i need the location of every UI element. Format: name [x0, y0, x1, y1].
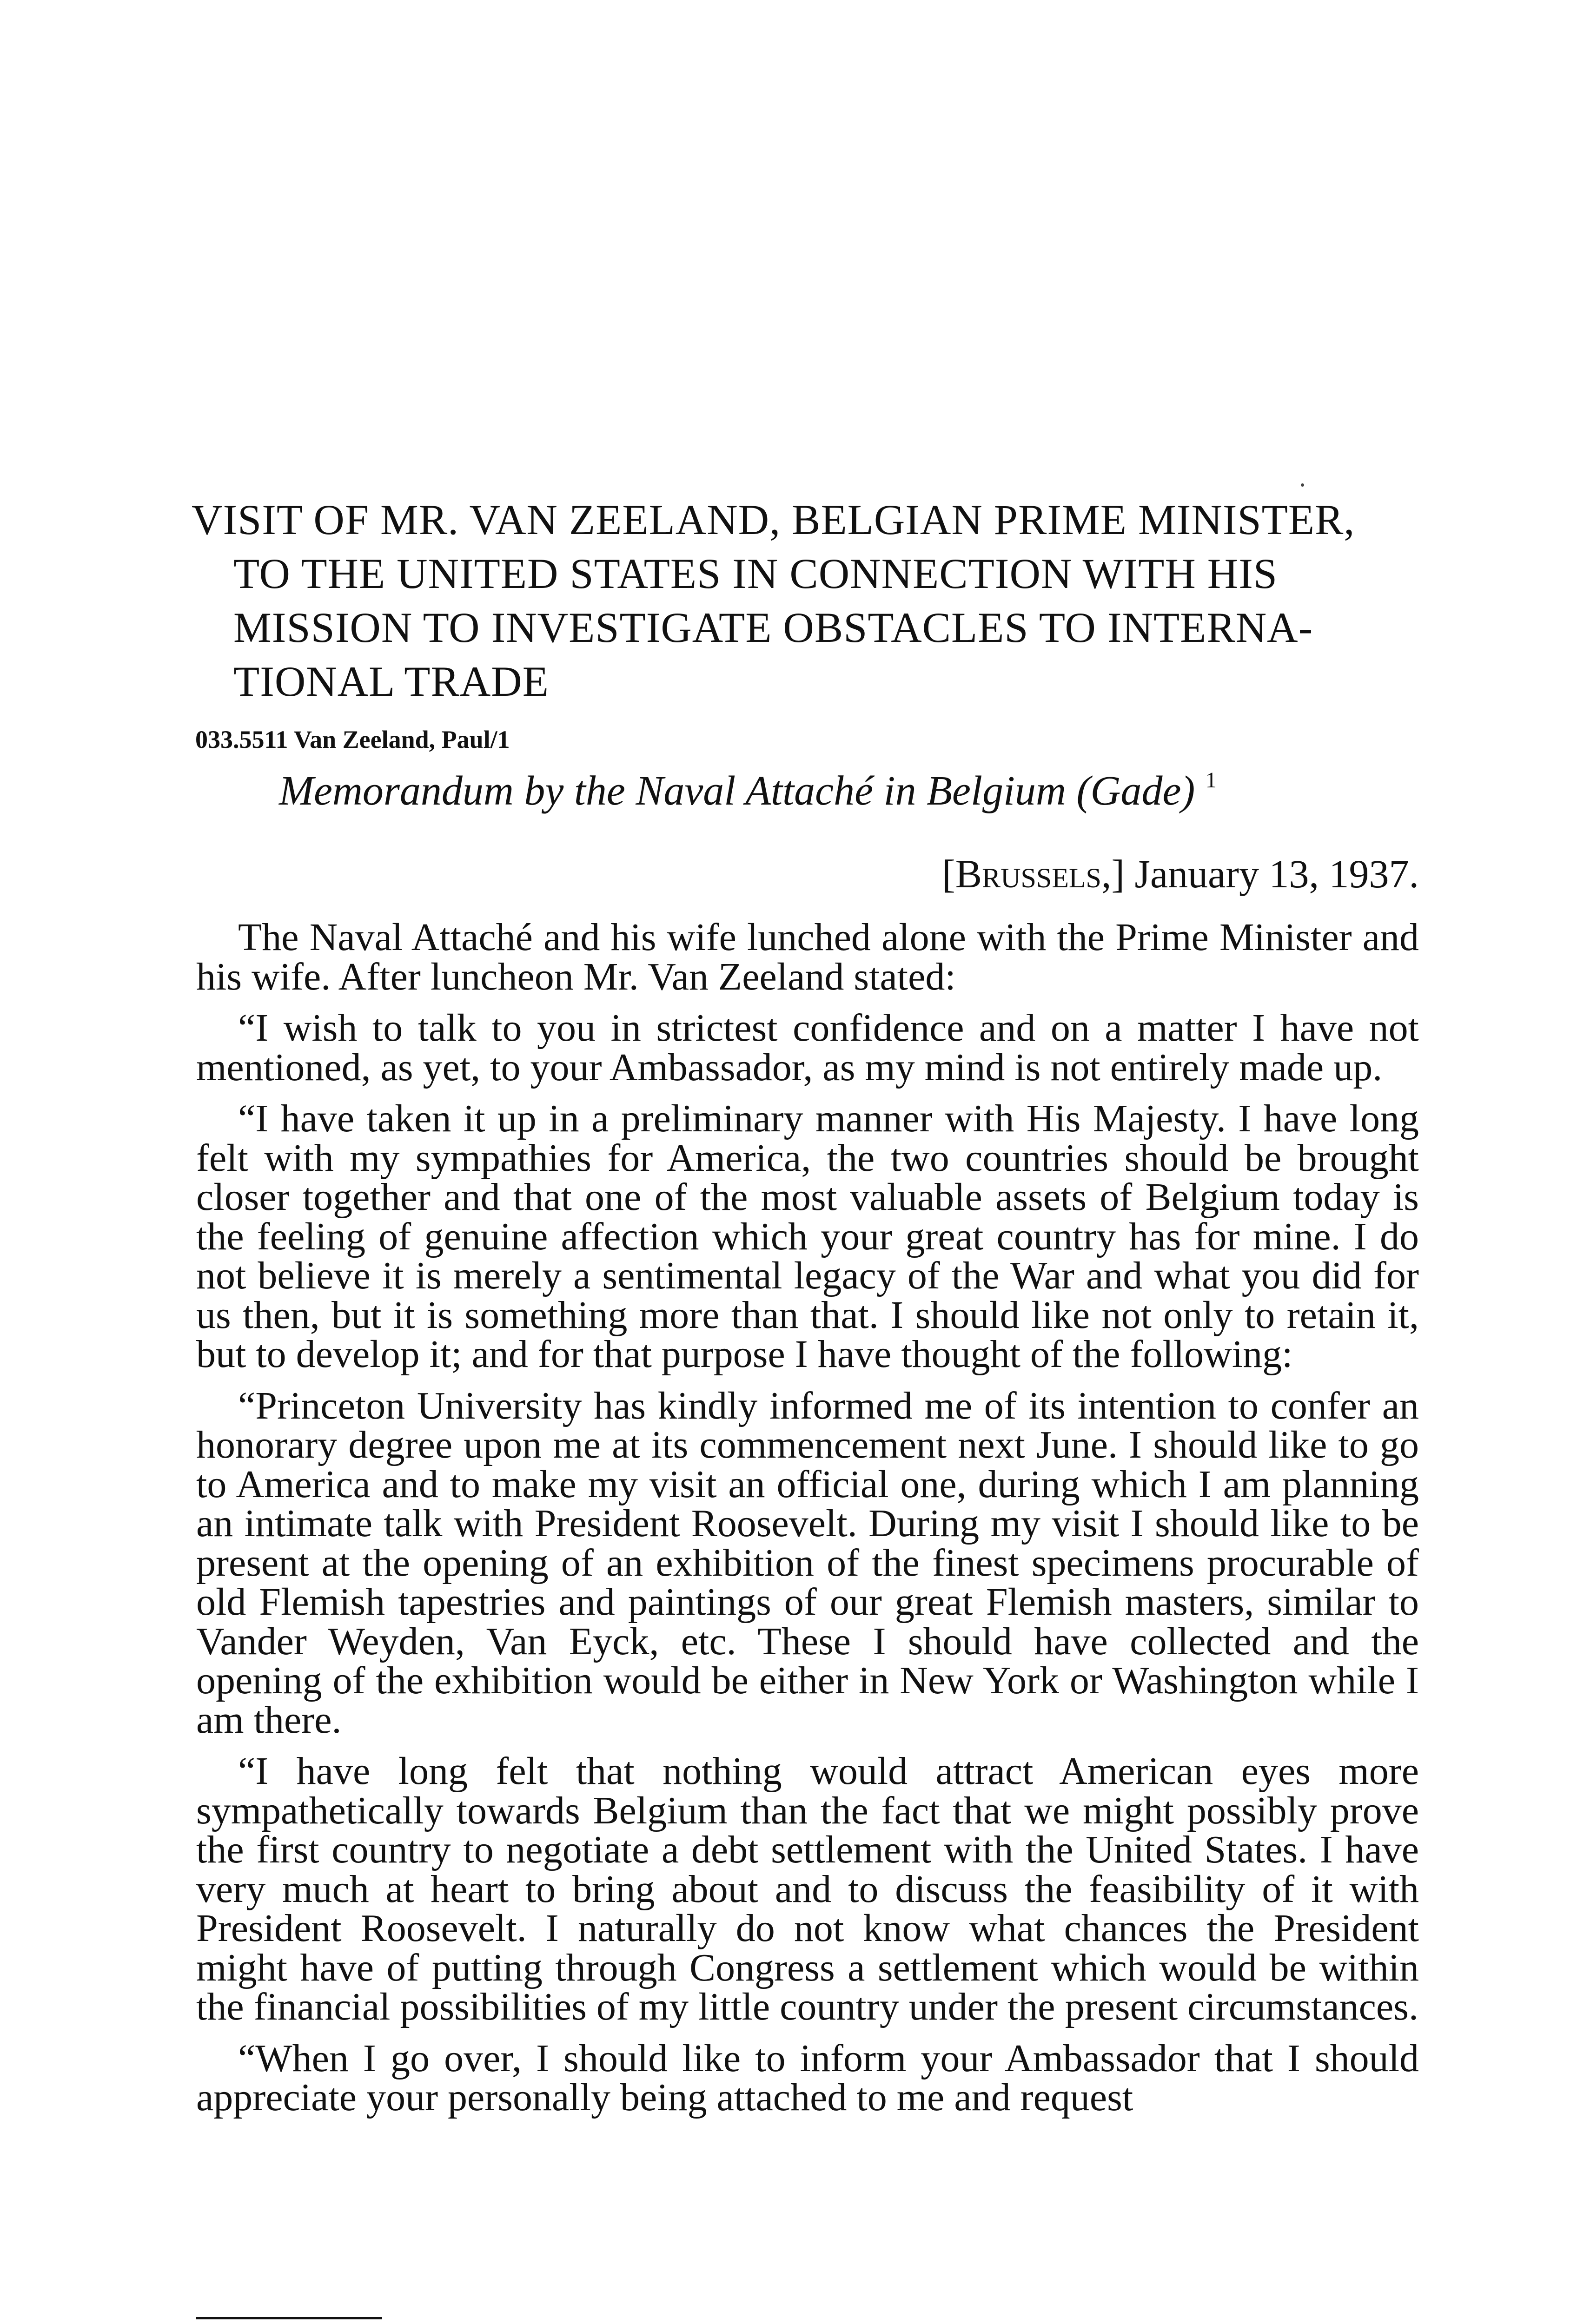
paragraph: “I wish to talk to you in strictest confidence and on a matter I have not mentioned, as yet, to your Ambassador, as my mind is not entirely made up.	[196, 1006, 1419, 1089]
file-number: 033.5511 Van Zeeland, Paul/1	[195, 726, 510, 753]
paragraph: The Naval Attaché and his wife lunched alone with the Prime Minister and his wife. After luncheon Mr. Van Zeeland stated:	[196, 916, 1419, 998]
dateline-date: January 13, 1937.	[1134, 852, 1419, 896]
footnote-divider	[196, 2317, 382, 2319]
stray-mark	[1301, 483, 1304, 487]
section-heading	[192, 493, 1419, 708]
dateline-place: [Brussels,]	[942, 852, 1125, 896]
heading-line-3: MISSION TO INVESTIGATE OBSTACLES TO INTERNA-	[233, 604, 1313, 651]
paragraph: “Princeton University has kindly informed me of its intention to confer an honorary degree upon me at its commencement next June. I should like to go to America and to make my visit an official one, during which I am planning an intimate talk with President Roosevelt. During my visit I should like to be present at the opening of an exhibition of the finest specimens procurable of old Flemish tapestries and paintings of our great Flemish masters, similar to Vander Weyden, Van Eyck, etc. These I should have collected and the opening of the exhibition would be either in New York or Washington while I am there.	[196, 1384, 1419, 1742]
paragraph: “I have long felt that nothing would attract American eyes more sympathetically towards Belgium than the fact that we might possibly prove the first country to negotiate a debt settlement with the United States. I have very much at heart to bring about and to discuss the feasibility of it with President Roosevelt. I naturally do not know what chances the President might have of putting through Congress a settlement which would be within the financial possibilities of my little country under the present circumstances.	[196, 1750, 1419, 2028]
footnote-reference: 1	[1205, 768, 1217, 792]
paragraph: “When I go over, I should like to inform your Ambassador that I should appreciate your personally being attached to me and request	[196, 2036, 1419, 2119]
heading-line-4: TIONAL TRADE	[233, 658, 549, 705]
memo-title	[279, 767, 1217, 815]
dateline	[942, 851, 1419, 897]
paragraph: “I have taken it up in a preliminary manner with His Majesty. I have long felt with my sympathies for America, the two countries should be brought closer together and that one of the most valuable assets of Belgium today is the feeling of genuine affection which your great country has for mine. I do not believe it is merely a sentimental legacy of the War and what you did for us then, but it is something more than that. I should like not only to retain it, but to develop it; and for that purpose I have thought of the following:	[196, 1097, 1419, 1376]
heading-line-2: TO THE UNITED STATES IN CONNECTION WITH HIS	[233, 550, 1278, 597]
memo-body	[196, 918, 1419, 2130]
memo-title-text: Memorandum by the Naval Attaché in Belgium (Gade)	[279, 768, 1195, 814]
heading-line-1: VISIT OF MR. VAN ZEELAND, BELGIAN PRIME MINISTER,	[192, 496, 1355, 543]
